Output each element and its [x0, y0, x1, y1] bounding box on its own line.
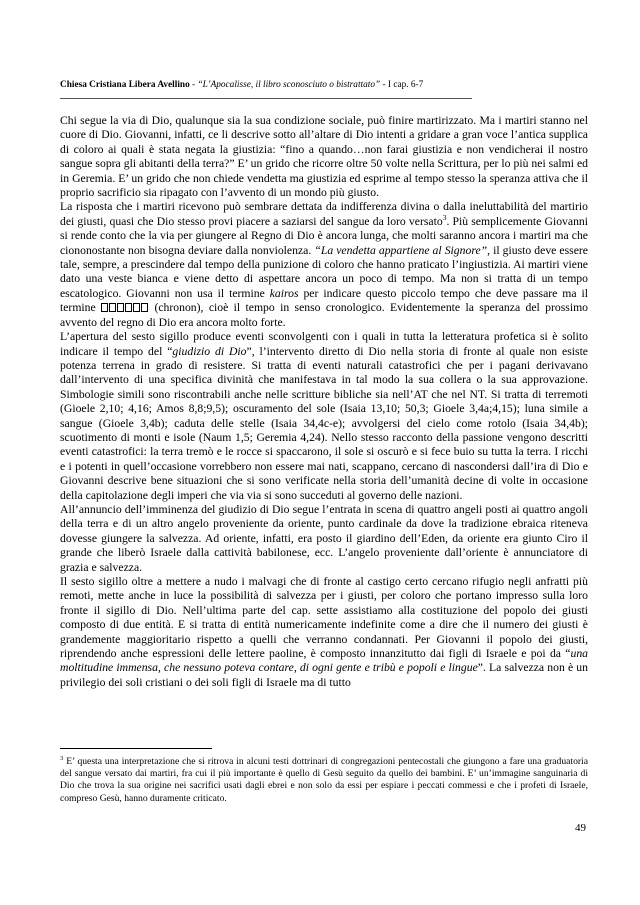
- header-book-title: “L’Apocalisse, il libro sconosciuto o bistrattato”: [197, 80, 381, 90]
- paragraph: La risposta che i martiri ricevono può sembrare dettata da indifferenza divina o dalla ineluttabilità del martirio dei giusti, quasi che Dio stesso provi piacere a saziarsi del sangue da loro versato$^3$. Più semplicemente Giovanni si rende conto che la via per giungere al Regno di Dio è ancora lunga, che molti saranno ancora i martiri ma che ciononostante non bisogna deviare dalla nonviolenza. “La vendetta appartiene al Signore”, il giusto deve essere tale, sempre, a prescindere dal tempo della punizione di coloro che hanno praticato l’ingiustizia. Ai martiri viene dato una veste bianca e viene detto di aspettare ancora un poco di tempo. Ma non si tratta di un tempo escatologico. Giovanni non usa il termine kairos per indicare questo piccolo tempo che deve passare ma il termine (chronon), cioè il tempo in senso cronologico. Evidentemente la speranza del prossimo avvento del regno di Dio era ancora molto forte.: [60, 200, 589, 329]
- paragraph: L’apertura del sesto sigillo produce eventi sconvolgenti con i quali in tutta la letteratura profetica si è solito indicare il tempo del “giudizio di Dio”, l’intervento diretto di Dio nella storia di fronte al quale non esiste potenza terrena in grado di resistere. Si tratta di eventi naturali catastrofici che per i pagani derivavano dall’intervento di una specifica divinità che manifestava in tal modo la sua collera o la sua approvazione. Simbologie simili sono riscontrabili anche nelle scritture bibliche sia nell’AT che nel NT. Si tratta di terremoti (Gioele 2,10; 4,16; Amos 8,8;9,5); oscuramento del sole (Isaia 13,10; 50,3; Gioele 3,4a;4,15); luna simile a sangue (Gioele 3,4b); caduta delle stelle (Isaia 34,4c-e); avvolgersi del cielo come rotolo (Isaia 34,4b); scuotimento di monti e isole (Naum 1,5; Geremia 4,24). Nello stesso racconto della passione vengono descritti eventi catastrofici: la terra tremò e le rocce si spaccarono, il sole si oscurò e si fece buio su tutta la terra. I ricchi e i potenti in quell’occasione vorrebbero non essere mai nati, scappano, cercano di nascondersi dall’ira di Dio e Giovanni descrive bene situazioni che si sono verificate nella storia dell’umanità decine di volte in occasione della capitolazione degli imperi che via via si sono succeduti al governo delle nazioni.: [60, 330, 588, 502]
- footnote: [60, 756, 588, 805]
- body-text: [60, 114, 588, 690]
- paragraph: All’annuncio dell’imminenza del giudizio di Dio segue l’entrata in scena di quattro angeli posti ai quattro angoli della terra e di un altro angelo proveniente da oriente, punto cardinale da dove la tradizione ebraica riteneva dovesse giungere la salvezza. Ad oriente, infatti, era posto il giardino dell’Eden, da oriente era giunto Ciro il grande che liberò Israele dalla cattività babilonese, ecc. L’angelo proveniente dall’oriente è annunciatore di grazia e salvezza.: [60, 502, 588, 574]
- term-kairos: kairos: [269, 286, 299, 300]
- footnote-ref: 3: [442, 212, 447, 222]
- footnote-separator: [60, 748, 212, 749]
- quote-text: una moltitudine immensa, che nessuno poteva contare, di ogni gente e tribù e popoli e lingue: [60, 647, 588, 675]
- footnote-text: E’ questa una interpretazione che si ritrova in alcuni testi dottrinari di congregazioni pentecostali che giungono a fare una graduatoria del sangue versato dai martiri, fra cui il più importante è quello di Gesù seguito da quello dei bambini. E’ un’immagine sanguinaria di Dio che trova la sua origine nei sacrifici usati dagli ebrei e non solo da essi per espiare i peccati commessi e che i profeti di Israele, compreso Gesù, hanno duramente criticato.: [60, 756, 588, 804]
- footnote-number: 3: [60, 754, 64, 762]
- running-header: [60, 79, 580, 91]
- greek-word-placeholder-glyphs: [101, 301, 149, 314]
- quote-text: “La vendetta appartiene al Signore”: [314, 243, 488, 257]
- header-chapter: - I cap. 6-7: [380, 80, 424, 90]
- header-separator: -: [189, 80, 198, 90]
- header-church-name: Chiesa Cristiana Libera Avellino: [60, 80, 190, 90]
- page-number: 49: [575, 822, 586, 834]
- header-rule: [60, 98, 472, 99]
- emphasis-text: giudizio di Dio: [172, 344, 247, 358]
- paragraph: Il sesto sigillo oltre a mettere a nudo i malvagi che di fronte al castigo certo cercano rifugio negli anfratti più remoti, mette anche in luce la possibilità di salvezza per i giusti, per coloro che portano impresso sulla loro fronte il sigillo di Dio. Nell’ultima parte del cap. sette assistiamo alla costituzione del popolo dei giusti composto di due entità. E si tratta di entità numericamente indefinite come a dire che il numero dei giusti è grandemente maggioritario rispetto a quelli che verranno condannati. Per Giovanni il popolo dei giusti, riprendendo anche espressioni delle lettere paoline, è composto innanzitutto dai figli di Israele e poi da “una moltitudine immensa, che nessuno poteva contare, di ogni gente e tribù e popoli e lingue”. La salvezza non è un privilegio dei soli cristiani o dei soli figli di Israele ma di tutto: [60, 575, 588, 689]
- paragraph: Chi segue la via di Dio, qualunque sia la sua condizione sociale, può finire martirizzato. Ma i martiri stanno nel cuore di Dio. Giovanni, infatti, ce li descrive sotto all’altare di Dio intenti a gridare a gran voce l’antica supplica di coloro ai quali è stata negata la giustizia: “fino a quando…non farai giustizia e non vendicherai il nostro sangue sopra gli abitanti della terra?” E’ un grido che ricorre oltre 50 volte nella Scrittura, per lo più nei salmi ed in Geremia. E’ un grido che non chiede vendetta ma giustizia ed esprime al tempo stesso la speranza attiva che il proprio sacrificio sia ripagato con l’avvento di un mondo più giusto.: [60, 114, 588, 200]
